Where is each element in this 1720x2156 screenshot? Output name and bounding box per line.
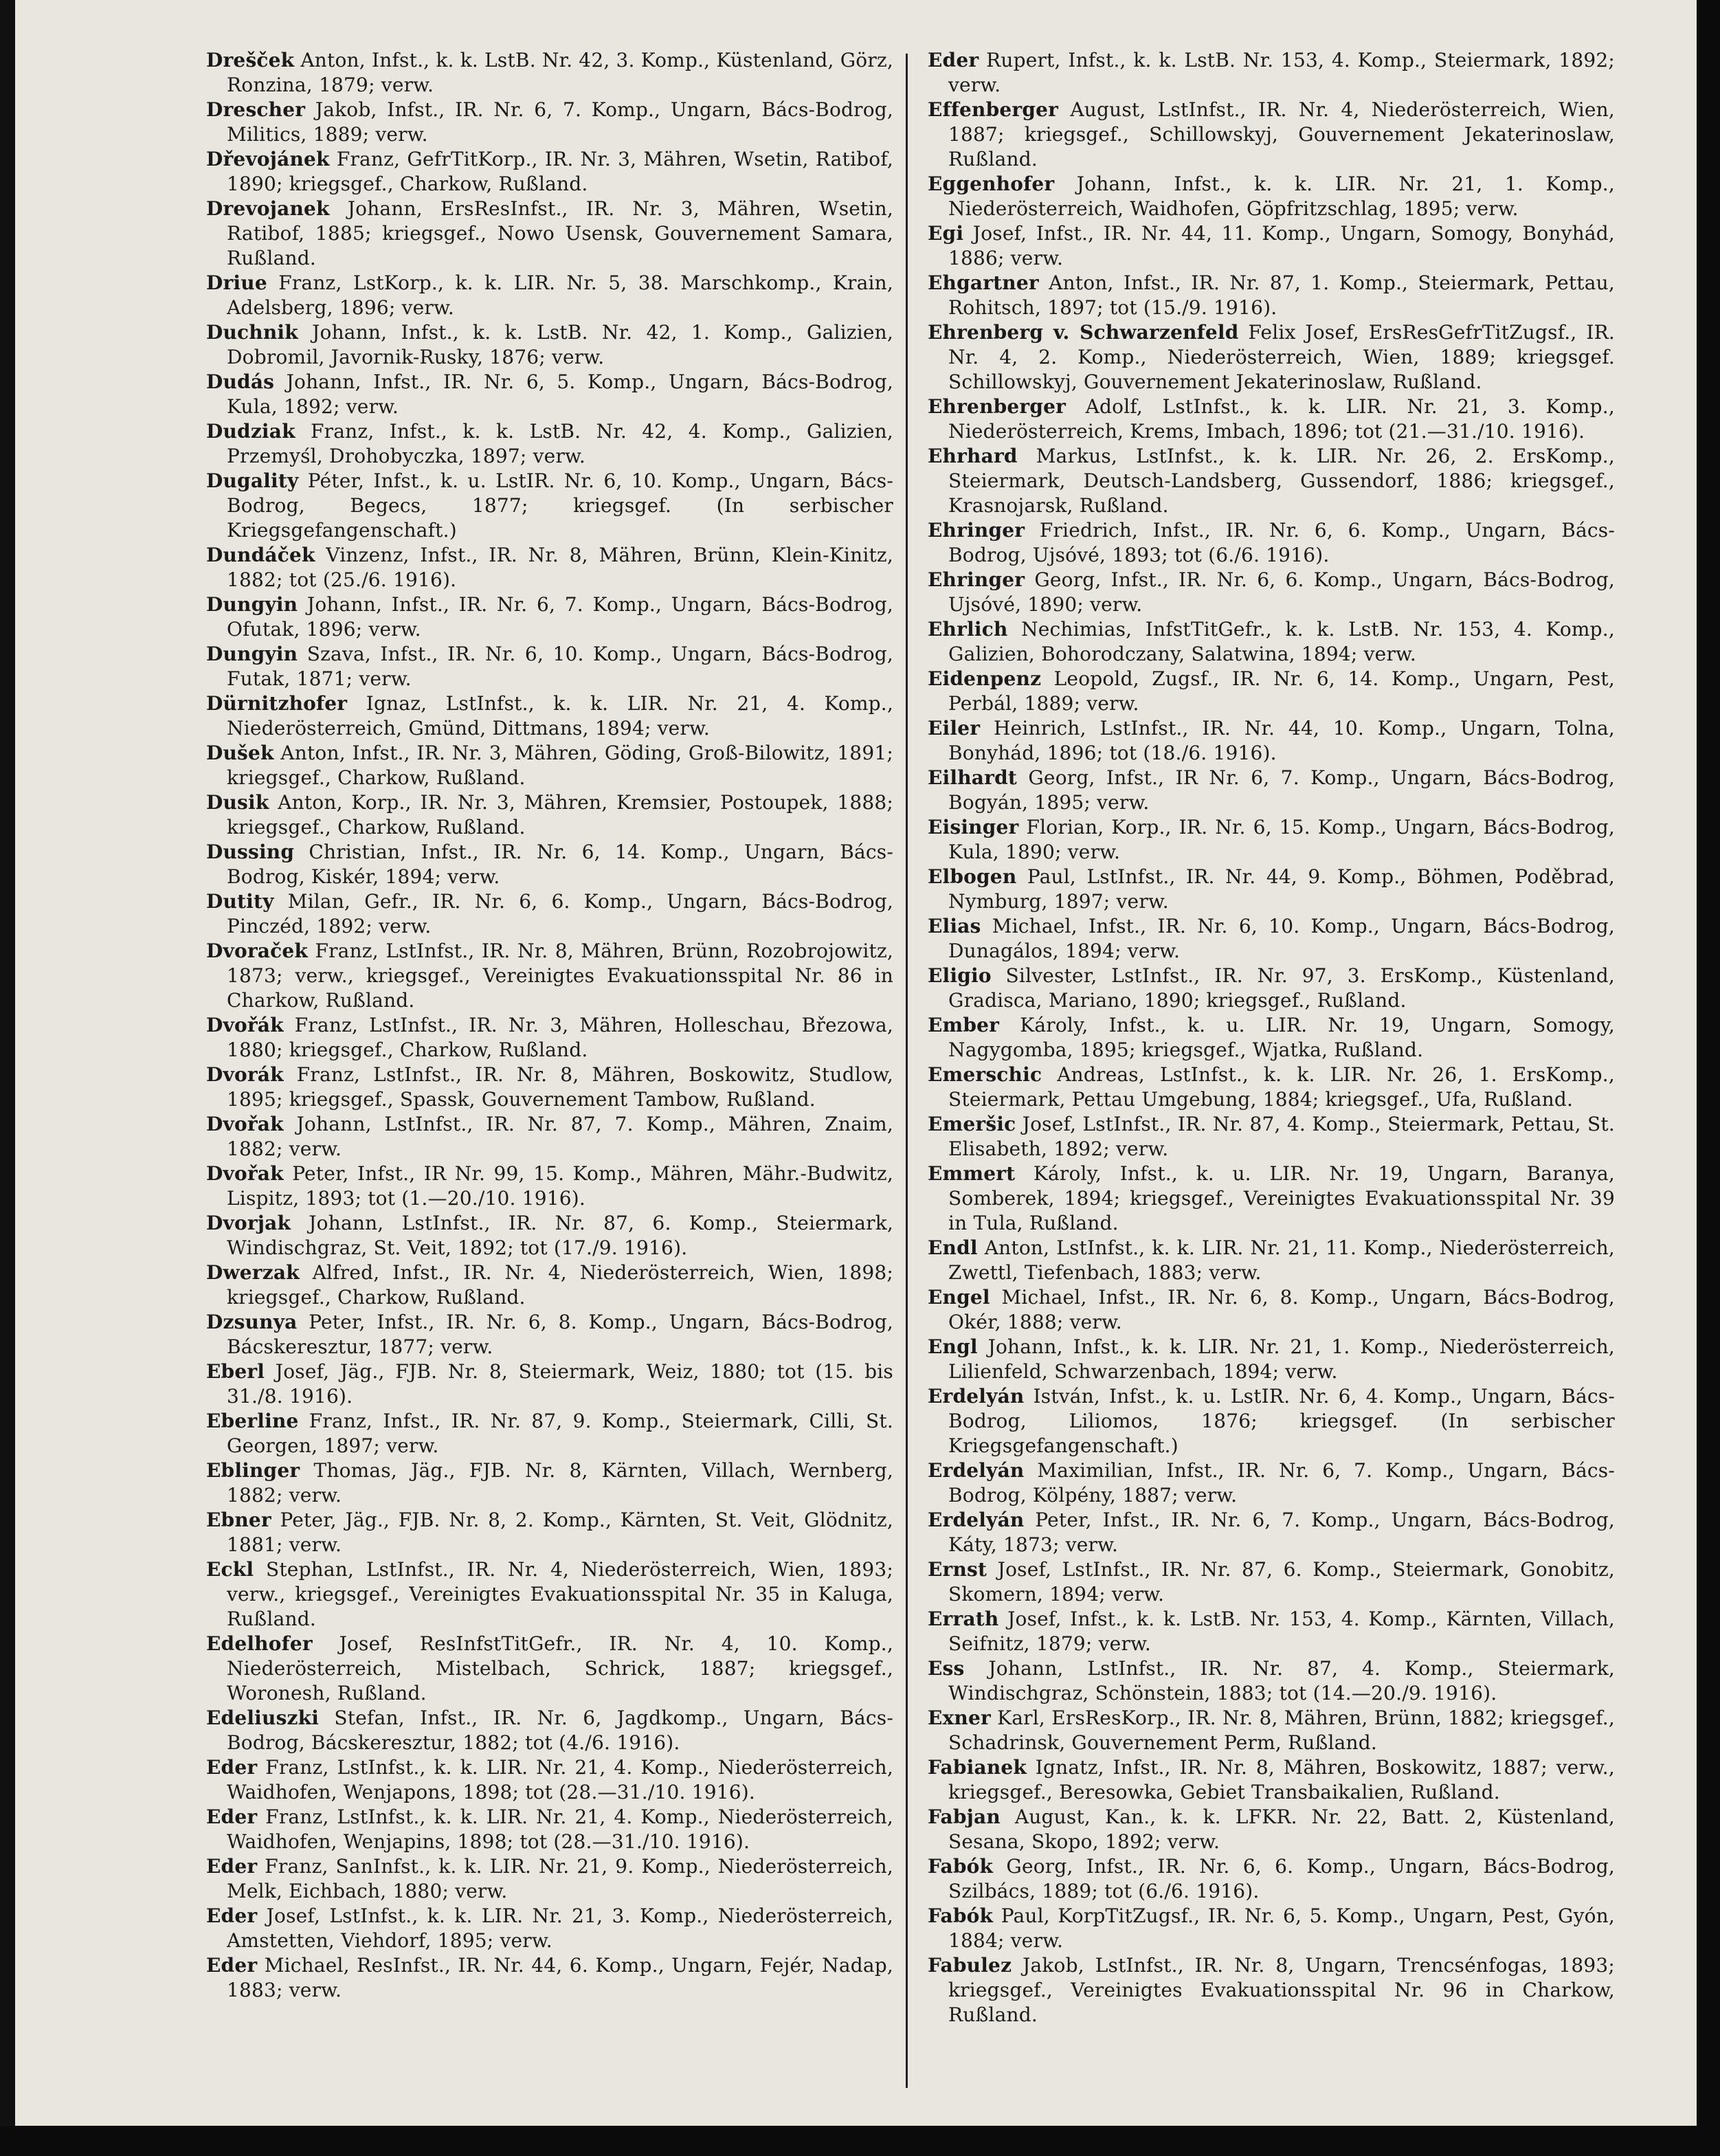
casualty-entry xyxy=(206,790,893,840)
entry-surname: Eder xyxy=(206,1904,258,1927)
entry-details: Károly, Infst., k. u. LIR. Nr. 19, Ungarn, Somogy, Nagygomba, 1895; kriegsgef., Wjatka, Rußland. xyxy=(948,1014,1615,1061)
entry-surname: Dugality xyxy=(206,469,299,492)
casualty-entry xyxy=(928,1384,1615,1458)
entry-surname: Effenberger xyxy=(928,98,1059,121)
casualty-entry xyxy=(206,98,893,147)
entry-details: Karl, ErsResKorp., IR. Nr. 8, Mähren, Brünn, 1882; kriegsgef., Schadrinsk, Gouvernement Perm, Rußland. xyxy=(948,1707,1615,1754)
entry-details: Anton, Infst., IR. Nr. 3, Mähren, Göding, Groß-Bilowitz, 1891; kriegsgef., Charkow, Rußland. xyxy=(227,742,893,789)
entry-details: Anton, Infst., k. k. LstB. Nr. 42, 3. Komp., Küstenland, Görz, Ronzina, 1879; verw. xyxy=(227,49,893,96)
casualty-entry xyxy=(206,370,893,419)
casualty-entry xyxy=(928,1904,1615,1953)
entry-surname: Dwerzak xyxy=(206,1261,300,1284)
casualty-entry xyxy=(206,1706,893,1755)
entry-details: Heinrich, LstInfst., IR. Nr. 44, 10. Komp., Ungarn, Tolna, Bonyhád, 1896; tot (18./6. 1916). xyxy=(948,717,1615,764)
casualty-entry xyxy=(928,271,1615,320)
entry-details: Franz, LstInfst., IR. Nr. 3, Mähren, Holleschau, Březowa, 1880; kriegsgef., Charkow, Rußland. xyxy=(227,1014,893,1061)
entry-surname: Ebner xyxy=(206,1509,271,1531)
casualty-entry xyxy=(928,1557,1615,1607)
casualty-entry xyxy=(928,1063,1615,1112)
entry-details: Peter, Infst., IR Nr. 99, 15. Komp., Mähren, Mähr.-Budwitz, Lispitz, 1893; tot (1.—20./10. 1916). xyxy=(227,1162,893,1210)
entry-surname: Eckl xyxy=(206,1558,254,1581)
casualty-entry xyxy=(928,766,1615,815)
entry-details: Rupert, Infst., k. k. LstB. Nr. 153, 4. Komp., Steiermark, 1892; verw. xyxy=(948,49,1615,96)
entry-surname: Ehrenberger xyxy=(928,395,1066,418)
entry-surname: Ehringer xyxy=(928,568,1025,591)
casualty-entry xyxy=(928,1656,1615,1706)
entry-details: Georg, Infst., IR. Nr. 6, 6. Komp., Ungarn, Bács-Bodrog, Szilbács, 1889; tot (6./6. 1916). xyxy=(948,1855,1615,1902)
casualty-entry xyxy=(928,865,1615,914)
casualty-entry xyxy=(928,1285,1615,1335)
entry-details: Vinzenz, Infst., IR. Nr. 8, Mähren, Brünn, Klein-Kinitz, 1882; tot (25./6. 1916). xyxy=(227,544,893,591)
column-divider xyxy=(906,54,908,2088)
casualty-entry xyxy=(206,419,893,469)
entry-details: Friedrich, Infst., IR. Nr. 6, 6. Komp., Ungarn, Bács-Bodrog, Ujsóvé, 1893; tot (6./6. 1916). xyxy=(948,519,1615,566)
entry-details: August, Kan., k. k. LFKR. Nr. 22, Batt. 2, Küstenland, Sesana, Skopo, 1892; verw. xyxy=(948,1805,1615,1853)
casualty-entry xyxy=(206,48,893,98)
entry-surname: Eder xyxy=(928,49,979,71)
casualty-entry xyxy=(928,48,1615,98)
entry-details: Maximilian, Infst., IR. Nr. 6, 7. Komp., Ungarn, Bács-Bodrog, Kölpény, 1887; verw. xyxy=(948,1459,1615,1507)
entry-details: Leopold, Zugsf., IR. Nr. 6, 14. Komp., Ungarn, Pest, Perbál, 1889; verw. xyxy=(948,667,1615,715)
entry-details: Markus, LstInfst., k. k. LIR. Nr. 26, 2. ErsKomp., Steiermark, Deutsch-Landsberg, Gussendorf, 1886; kriegsgef., Krasnojarsk, Rußland. xyxy=(948,445,1615,517)
casualty-entry xyxy=(206,1260,893,1310)
entry-surname: Dürnitzhofer xyxy=(206,692,348,715)
entry-surname: Ehrhard xyxy=(928,445,1018,467)
casualty-entry xyxy=(206,1310,893,1359)
entry-surname: Eder xyxy=(206,1805,258,1828)
entry-details: Johann, LstInfst., IR. Nr. 87, 4. Komp., Steiermark, Windischgraz, Schönstein, 1883; tot (14.—20./9. 1916). xyxy=(948,1657,1615,1704)
entry-details: Péter, Infst., k. u. LstIR. Nr. 6, 10. Komp., Ungarn, Bács-Bodrog, Begecs, 1877; kriegsgef. (In serbischer Kriegsgefangenschaft.) xyxy=(227,469,893,542)
entry-surname: Fabianek xyxy=(928,1756,1027,1779)
entry-details: Josef, LstInfst., IR. Nr. 87, 4. Komp., Steiermark, Pettau, St. Elisabeth, 1892; verw. xyxy=(948,1113,1615,1160)
entry-details: Florian, Korp., IR. Nr. 6, 15. Komp., Ungarn, Bács-Bodrog, Kula, 1890; verw. xyxy=(948,816,1615,863)
entry-surname: Eder xyxy=(206,1855,258,1878)
casualty-entry xyxy=(928,617,1615,667)
entry-details: Nechimias, InfstTitGefr., k. k. LstB. Nr. 153, 4. Komp., Galizien, Bohorodczany, Salatwina, 1894; verw. xyxy=(948,618,1615,665)
entry-details: Franz, LstInfst., IR. Nr. 8, Mähren, Brünn, Rozobrojowitz, 1873; verw., kriegsgef., Vereinigtes Evakuationsspital Nr. 86 in Charkow, Rußland. xyxy=(227,940,893,1012)
entry-details: Peter, Infst., IR. Nr. 6, 8. Komp., Ungarn, Bács-Bodrog, Bácskeresztur, 1877; verw. xyxy=(227,1311,893,1358)
entry-surname: Dřevojánek xyxy=(206,148,330,170)
casualty-entry xyxy=(928,1112,1615,1162)
casualty-entry xyxy=(928,394,1615,444)
entry-details: Josef, Infst., IR. Nr. 44, 11. Komp., Ungarn, Somogy, Bonyhád, 1886; verw. xyxy=(948,222,1615,269)
entry-surname: Ehrlich xyxy=(928,618,1008,641)
entry-surname: Dudziak xyxy=(206,420,295,443)
casualty-entry xyxy=(928,1854,1615,1904)
entry-details: Peter, Infst., IR. Nr. 6, 7. Komp., Ungarn, Bács-Bodrog, Káty, 1873; verw. xyxy=(948,1509,1615,1556)
casualty-entry xyxy=(206,741,893,790)
entry-details: Franz, LstInfst., IR. Nr. 8, Mähren, Boskowitz, Studlow, 1895; kriegsgef., Spassk, Gouvernement Tambow, Rußland. xyxy=(227,1063,893,1111)
entry-surname: Dvoraček xyxy=(206,940,308,962)
casualty-entry xyxy=(928,221,1615,271)
entry-details: Anton, Infst., IR. Nr. 87, 1. Komp., Steiermark, Pettau, Rohitsch, 1897; tot (15./9. 1916). xyxy=(948,271,1615,319)
entry-surname: Erdelyán xyxy=(928,1509,1025,1531)
entry-surname: Drevojanek xyxy=(206,197,330,220)
entry-surname: Fabulez xyxy=(928,1954,1012,1977)
casualty-entry xyxy=(928,964,1615,1013)
casualty-entry xyxy=(206,1112,893,1162)
casualty-entry xyxy=(206,1953,893,2003)
entry-surname: Eblinger xyxy=(206,1459,300,1482)
entry-details: August, LstInfst., IR. Nr. 4, Niederösterreich, Wien, 1887; kriegsgef., Schillowskyj, Gouvernement Jekaterinoslaw, Rußland. xyxy=(948,98,1615,170)
entry-surname: Eilhardt xyxy=(928,766,1017,789)
entry-details: Johann, Infst., IR. Nr. 6, 7. Komp., Ungarn, Bács-Bodrog, Ofutak, 1896; verw. xyxy=(227,593,893,641)
casualty-entry xyxy=(206,691,893,741)
entry-surname: Dungyin xyxy=(206,593,298,616)
entry-surname: Eggenhofer xyxy=(928,173,1055,195)
entry-details: Franz, LstInfst., k. k. LIR. Nr. 21, 4. Komp., Niederösterreich, Waidhofen, Wenjapons, 1898; tot (28.—31./10. 1916). xyxy=(227,1756,893,1803)
entry-surname: Eder xyxy=(206,1756,258,1779)
entry-surname: Endl xyxy=(928,1236,978,1259)
entry-details: Felix Josef, ErsResGefrTitZugsf., IR. Nr. 4, 2. Komp., Niederösterreich, Wien, 1889; kriegsgef. Schillowskyj, Gouvernement Jekaterinoslaw, Rußland. xyxy=(948,321,1615,393)
entry-details: Jakob, LstInfst., IR. Nr. 8, Ungarn, Trencsénfogas, 1893; kriegsgef., Vereinigtes Evakuationsspital Nr. 96 in Charkow, Rußland. xyxy=(948,1954,1615,2026)
entry-details: Johann, ErsResInfst., IR. Nr. 3, Mähren, Wsetin, Ratibof, 1885; kriegsgef., Nowo Usensk, Gouvernement Samara, Rußland. xyxy=(227,197,894,269)
entry-surname: Dundáček xyxy=(206,544,315,566)
entry-details: Anton, Korp., IR. Nr. 3, Mähren, Kremsier, Postoupek, 1888; kriegsgef., Charkow, Rußland. xyxy=(227,791,893,838)
entry-details: Szava, Infst., IR. Nr. 6, 10. Komp., Ungarn, Bács-Bodrog, Futak, 1871; verw. xyxy=(227,643,893,690)
entry-surname: Eiler xyxy=(928,717,981,740)
entry-details: Ignatz, Infst., IR. Nr. 8, Mähren, Boskowitz, 1887; verw., kriegsgef., Beresowka, Gebiet Transbaikalien, Rußland. xyxy=(948,1756,1615,1803)
entry-surname: Egi xyxy=(928,222,964,245)
entry-details: Franz, LstKorp., k. k. LIR. Nr. 5, 38. Marschkomp., Krain, Adelsberg, 1896; verw. xyxy=(227,271,893,319)
casualty-entry xyxy=(206,1013,893,1063)
entry-details: Christian, Infst., IR. Nr. 6, 14. Komp., Ungarn, Bács-Bodrog, Kiskér, 1894; verw. xyxy=(227,841,893,888)
entry-surname: Drešček xyxy=(206,49,295,71)
casualty-entry xyxy=(928,815,1615,865)
entry-surname: Eidenpenz xyxy=(928,667,1042,690)
entry-details: Johann, Infst., k. k. LstB. Nr. 42, 1. Komp., Galizien, Dobromil, Javornik-Rusky, 1876; verw. xyxy=(227,321,893,368)
casualty-entry xyxy=(928,98,1615,172)
entry-details: Silvester, LstInfst., IR. Nr. 97, 3. ErsKomp., Küstenland, Gradisca, Mariano, 1890; kriegsgef., Rußland. xyxy=(948,964,1615,1012)
entry-surname: Duchnik xyxy=(206,321,298,344)
entry-details: Josef, LstInfst., k. k. LIR. Nr. 21, 3. Komp., Niederösterreich, Amstetten, Viehdorf, 1895; verw. xyxy=(227,1904,893,1952)
entry-surname: Dvorjak xyxy=(206,1212,291,1234)
casualty-entry xyxy=(206,1854,893,1904)
entry-details: Alfred, Infst., IR. Nr. 4, Niederösterreich, Wien, 1898; kriegsgef., Charkow, Rußland. xyxy=(227,1261,893,1309)
entry-surname: Ehringer xyxy=(928,519,1025,542)
casualty-entry xyxy=(928,568,1615,617)
casualty-entry xyxy=(206,1508,893,1557)
entry-surname: Eberline xyxy=(206,1410,299,1432)
entry-details: Anton, LstInfst., k. k. LIR. Nr. 21, 11. Komp., Niederösterreich, Zwettl, Tiefenbach, 1883; verw. xyxy=(948,1236,1615,1284)
entry-surname: Eligio xyxy=(928,964,992,987)
entry-surname: Erdelyán xyxy=(928,1459,1025,1482)
entry-surname: Engel xyxy=(928,1286,990,1309)
entry-surname: Fabók xyxy=(928,1904,994,1927)
casualty-entry xyxy=(206,147,893,197)
entry-details: Peter, Jäg., FJB. Nr. 8, 2. Komp., Kärnten, St. Veit, Glödnitz, 1881; verw. xyxy=(227,1509,893,1556)
casualty-entry xyxy=(928,1508,1615,1557)
entry-details: Johann, Infst., k. k. LIR. Nr. 21, 1. Komp., Niederösterreich, Lilienfeld, Schwarzenbach, 1894; verw. xyxy=(948,1335,1615,1383)
entry-details: Stephan, LstInfst., IR. Nr. 4, Niederösterreich, Wien, 1893; verw., kriegsgef., Vereinigtes Evakuationsspital Nr. 35 in Kaluga, Rußland. xyxy=(227,1558,893,1630)
entry-details: Stefan, Infst., IR. Nr. 6, Jagdkomp., Ungarn, Bács-Bodrog, Bácskeresztur, 1882; tot (4./6. 1916). xyxy=(227,1707,893,1754)
entry-surname: Erdelyán xyxy=(928,1385,1025,1408)
entry-surname: Dutity xyxy=(206,890,274,913)
casualty-entry xyxy=(206,1359,893,1409)
entry-surname: Elias xyxy=(928,915,981,937)
casualty-entry xyxy=(928,1953,1615,2027)
casualty-entry xyxy=(206,1162,893,1211)
entry-surname: Eberl xyxy=(206,1360,265,1383)
casualty-entry xyxy=(206,1557,893,1632)
casualty-entry xyxy=(928,1335,1615,1384)
casualty-entry xyxy=(206,840,893,889)
entry-details: Thomas, Jäg., FJB. Nr. 8, Kärnten, Villach, Wernberg, 1882; verw. xyxy=(227,1459,893,1507)
casualty-entry xyxy=(206,1632,893,1706)
casualty-entry xyxy=(206,1755,893,1805)
casualty-entry xyxy=(206,271,893,320)
entry-details: Franz, SanInfst., k. k. LIR. Nr. 21, 9. Komp., Niederösterreich, Melk, Eichbach, 1880; verw. xyxy=(227,1855,893,1902)
casualty-entry xyxy=(928,1013,1615,1063)
entry-details: Ignaz, LstInfst., k. k. LIR. Nr. 21, 4. Komp., Niederösterreich, Gmünd, Dittmans, 1894; verw. xyxy=(227,692,893,740)
entry-details: Paul, KorpTitZugsf., IR. Nr. 6, 5. Komp., Ungarn, Pest, Gyón, 1884; verw. xyxy=(948,1904,1615,1952)
entry-surname: Ess xyxy=(928,1657,965,1680)
casualty-entry xyxy=(206,939,893,1013)
entry-details: Franz, LstInfst., k. k. LIR. Nr. 21, 4. Komp., Niederösterreich, Waidhofen, Wenjapins, 1898; tot (28.—31./10. 1916). xyxy=(227,1805,893,1853)
entry-details: Franz, Infst., k. k. LstB. Nr. 42, 4. Komp., Galizien, Przemyśl, Drohobyczka, 1897; verw. xyxy=(227,420,893,467)
entry-surname: Errath xyxy=(928,1608,999,1630)
entry-surname: Dusik xyxy=(206,791,269,814)
scan-edge-left xyxy=(0,0,15,2156)
casualty-entry xyxy=(928,1755,1615,1805)
entry-details: Josef, Jäg., FJB. Nr. 8, Steiermark, Weiz, 1880; tot (15. bis 31./8. 1916). xyxy=(227,1360,893,1408)
entry-surname: Dudás xyxy=(206,370,275,393)
casualty-entry xyxy=(928,914,1615,964)
casualty-entry xyxy=(928,716,1615,766)
right-column xyxy=(928,48,1615,2027)
entry-surname: Fabjan xyxy=(928,1805,1001,1828)
entry-surname: Elbogen xyxy=(928,865,1017,888)
entry-surname: Engl xyxy=(928,1335,978,1358)
entry-details: Adolf, LstInfst., k. k. LIR. Nr. 21, 3. Komp., Niederösterreich, Krems, Imbach, 1896; tot (21.—31./10. 1916). xyxy=(948,395,1615,443)
entry-details: Milan, Gefr., IR. Nr. 6, 6. Komp., Ungarn, Bács-Bodrog, Pinczéd, 1892; verw. xyxy=(227,890,893,937)
entry-surname: Eisinger xyxy=(928,816,1019,838)
entry-surname: Dussing xyxy=(206,841,295,863)
entry-details: Michael, Infst., IR. Nr. 6, 8. Komp., Ungarn, Bács-Bodrog, Okér, 1888; verw. xyxy=(948,1286,1615,1333)
entry-details: Franz, GefrTitKorp., IR. Nr. 3, Mähren, Wsetin, Ratibof, 1890; kriegsgef., Charkow, Rußland. xyxy=(227,148,893,195)
casualty-entry xyxy=(928,1458,1615,1508)
entry-surname: Ernst xyxy=(928,1558,987,1581)
casualty-entry xyxy=(928,320,1615,394)
entry-surname: Dvořak xyxy=(206,1162,284,1185)
entry-surname: Eder xyxy=(206,1954,258,1977)
casualty-entry xyxy=(928,172,1615,221)
entry-surname: Dvořak xyxy=(206,1113,284,1135)
casualty-entry xyxy=(206,889,893,939)
casualty-entry xyxy=(206,197,893,271)
entry-details: Georg, Infst., IR Nr. 6, 7. Komp., Ungarn, Bács-Bodrog, Bogyán, 1895; verw. xyxy=(948,766,1615,814)
casualty-entry xyxy=(206,1063,893,1112)
entry-surname: Exner xyxy=(928,1707,991,1729)
entry-details: Josef, ResInfstTitGefr., IR. Nr. 4, 10. Komp., Niederösterreich, Mistelbach, Schrick, 1887; kriegsgef., Woronesh, Rußland. xyxy=(227,1632,893,1704)
entry-surname: Dušek xyxy=(206,742,274,764)
entry-details: Michael, Infst., IR. Nr. 6, 10. Komp., Ungarn, Bács-Bodrog, Dunagálos, 1894; verw. xyxy=(948,915,1615,962)
casualty-entry xyxy=(206,1409,893,1458)
casualty-entry xyxy=(928,518,1615,568)
entry-details: Johann, Infst., IR. Nr. 6, 5. Komp., Ungarn, Bács-Bodrog, Kula, 1892; verw. xyxy=(227,370,893,418)
casualty-entry xyxy=(206,320,893,370)
entry-details: Josef, LstInfst., IR. Nr. 87, 6. Komp., Steiermark, Gonobitz, Skomern, 1894; verw. xyxy=(948,1558,1616,1605)
casualty-entry xyxy=(928,667,1615,716)
casualty-entry xyxy=(206,1458,893,1508)
entry-surname: Dungyin xyxy=(206,643,298,665)
casualty-entry xyxy=(928,1236,1615,1285)
entry-details: Franz, Infst., IR. Nr. 87, 9. Komp., Steiermark, Cilli, St. Georgen, 1897; verw. xyxy=(227,1410,893,1457)
entry-details: Josef, Infst., k. k. LstB. Nr. 153, 4. Komp., Kärnten, Villach, Seifnitz, 1879; verw. xyxy=(948,1608,1616,1655)
entry-surname: Emeršic xyxy=(928,1113,1016,1135)
casualty-entry xyxy=(206,543,893,592)
casualty-entry xyxy=(928,1805,1615,1854)
entry-details: Károly, Infst., k. u. LIR. Nr. 19, Ungarn, Baranya, Somberek, 1894; kriegsgef., Vereinigtes Evakuationsspital Nr. 39 in Tula, Rußland. xyxy=(948,1162,1615,1234)
casualty-entry xyxy=(206,1904,893,1953)
entry-surname: Edeliuszki xyxy=(206,1707,320,1729)
scan-edge-bottom xyxy=(0,2126,1720,2156)
entry-surname: Dvořák xyxy=(206,1014,284,1036)
scan-edge-right xyxy=(1697,0,1720,2156)
entry-surname: Driue xyxy=(206,271,267,294)
casualty-entry xyxy=(206,469,893,543)
entry-details: Andreas, LstInfst., k. k. LIR. Nr. 26, 1. ErsKomp., Steiermark, Pettau Umgebung, 1884; kriegsgef., Ufa, Rußland. xyxy=(948,1063,1615,1111)
casualty-entry xyxy=(928,1607,1615,1656)
entry-surname: Dzsunya xyxy=(206,1311,298,1333)
entry-surname: Ember xyxy=(928,1014,1000,1036)
left-column xyxy=(206,48,893,2003)
entry-surname: Dvorák xyxy=(206,1063,284,1086)
casualty-entry xyxy=(206,1805,893,1854)
entry-details: Jakob, Infst., IR. Nr. 6, 7. Komp., Ungarn, Bács-Bodrog, Militics, 1889; verw. xyxy=(227,98,893,146)
entry-details: Johann, LstInfst., IR. Nr. 87, 7. Komp., Mähren, Znaim, 1882; verw. xyxy=(227,1113,893,1160)
entry-surname: Drescher xyxy=(206,98,306,121)
entry-details: István, Infst., k. u. LstIR. Nr. 6, 4. Komp., Ungarn, Bács-Bodrog, Liliomos, 1876; kriegsgef. (In serbischer Kriegsgefangenschaft.) xyxy=(948,1385,1616,1457)
entry-surname: Fabók xyxy=(928,1855,994,1878)
entry-details: Paul, LstInfst., IR. Nr. 44, 9. Komp., Böhmen, Poděbrad, Nymburg, 1897; verw. xyxy=(948,865,1615,913)
casualty-entry xyxy=(928,1706,1615,1755)
entry-surname: Ehrenberg v. Schwarzenfeld xyxy=(928,321,1239,344)
casualty-entry xyxy=(928,444,1615,518)
casualty-entry xyxy=(206,1211,893,1260)
entry-surname: Emerschic xyxy=(928,1063,1042,1086)
entry-surname: Edelhofer xyxy=(206,1632,313,1655)
entry-details: Johann, LstInfst., IR. Nr. 87, 6. Komp., Steiermark, Windischgraz, St. Veit, 1892; tot (17./9. 1916). xyxy=(227,1212,893,1259)
casualty-entry xyxy=(206,642,893,691)
entry-details: Georg, Infst., IR. Nr. 6, 6. Komp., Ungarn, Bács-Bodrog, Ujsóvé, 1890; verw. xyxy=(948,568,1615,616)
entry-surname: Emmert xyxy=(928,1162,1016,1185)
casualty-entry xyxy=(928,1162,1615,1236)
entry-details: Michael, ResInfst., IR. Nr. 44, 6. Komp., Ungarn, Fejér, Nadap, 1883; verw. xyxy=(227,1954,893,2001)
casualty-entry xyxy=(206,592,893,642)
entry-surname: Ehgartner xyxy=(928,271,1039,294)
entry-details: Johann, Infst., k. k. LIR. Nr. 21, 1. Komp., Niederösterreich, Waidhofen, Göpfritzschlag, 1895; verw. xyxy=(948,173,1615,220)
